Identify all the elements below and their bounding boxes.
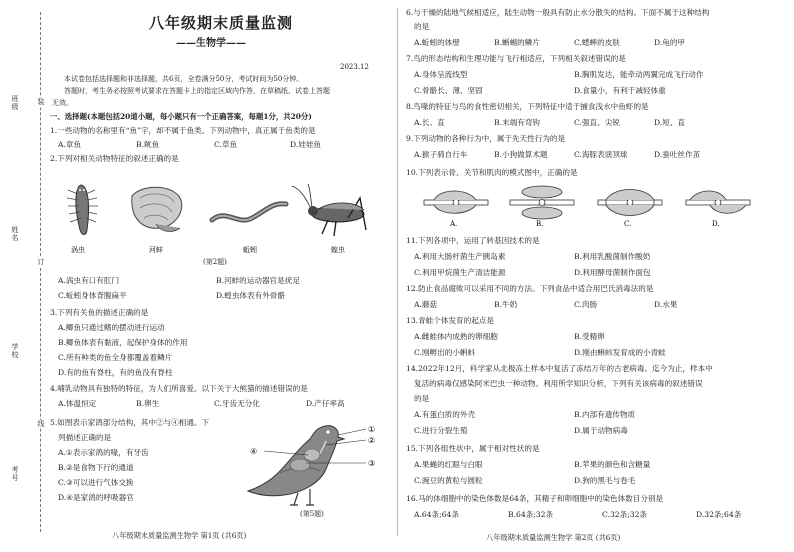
q6-option-d[interactable]: D.龟的甲 — [654, 38, 686, 47]
q9-option-c[interactable]: C.海豚表演顶球 — [574, 150, 628, 159]
q10-muscle-diagrams — [410, 182, 790, 230]
q3-option-d[interactable]: D.有的鱼有脊柱，有的鱼没有脊柱 — [58, 368, 173, 377]
q4-stem: 4.哺乳动物具有独特的特征，为人们所喜爱。以下关于大熊猫的描述错误的是 — [50, 384, 308, 393]
q9-option-d[interactable]: D.蚕吐丝作茧 — [654, 150, 701, 159]
q1-option-a[interactable]: A.章鱼 — [58, 140, 82, 149]
diagram-label-a: A. — [450, 220, 458, 228]
q4-option-a[interactable]: A.体温恒定 — [58, 399, 97, 408]
binding-line — [40, 12, 41, 532]
instructions-line-2: 答题时，考生务必按照考试要求在答题卡上的指定区域内作答，在草稿纸、试卷上答题 — [64, 87, 330, 95]
clam-illustration — [132, 187, 182, 231]
q16-option-c[interactable]: C.32条;32条 — [602, 510, 648, 519]
q12-option-c[interactable]: C.肉肠 — [574, 300, 598, 309]
q11-stem: 11.下列各项中，运用了转基因技术的是 — [406, 236, 540, 245]
q5-option-a[interactable]: A.①表示家鸽的喙，有牙齿 — [58, 448, 149, 457]
right-page-footer: 八年级期末质量监测生物学 第2页 (共6页) — [486, 533, 621, 542]
q2-option-c[interactable]: C.蚯蚓身体背腹扁平 — [58, 291, 127, 300]
q4-option-c[interactable]: C.牙齿无分化 — [214, 399, 260, 408]
q8-stem: 8.鸟喙的特征与鸟的食性密切相关，下列特征中适于捕食浅水中鱼虾的是 — [406, 102, 649, 111]
q2-option-a[interactable]: A.涡虫有口有肛门 — [58, 276, 120, 285]
q9-option-a[interactable]: A.猴子骑自行车 — [414, 150, 468, 159]
instructions-line-3: 无效。 — [52, 99, 73, 107]
q3-stem: 3.下列有关鱼的描述正确的是 — [50, 308, 149, 317]
q6-option-c[interactable]: C.蟋蟀的皮肤 — [574, 38, 620, 47]
exam-title: 八年级期末质量监测 — [149, 14, 294, 32]
q1-option-d[interactable]: D.娃娃鱼 — [290, 140, 322, 149]
q14-option-d[interactable]: D.属于动物病毒 — [574, 426, 628, 435]
q11-option-c[interactable]: C.利用甲烷菌生产清洁能源 — [414, 268, 506, 277]
q14-stem-line-1: 14.2022年12月，科学家从北极冻土样本中复活了冻结万年的古老病毒。迄今为止，样本中 — [406, 364, 713, 373]
q7-option-d[interactable]: D.食量小，有利于减轻体重 — [574, 86, 666, 95]
q6-option-b[interactable]: B.蜥蜴的鳞片 — [494, 38, 540, 47]
q8-option-c[interactable]: C.强直、尖锐 — [574, 118, 620, 127]
q16-option-b[interactable]: B.64条;32条 — [508, 510, 554, 519]
q14-option-b[interactable]: B.内部有遗传物质 — [574, 410, 636, 419]
diagram-label-d: D. — [712, 220, 720, 228]
q14-stem-line-3: 的是 — [414, 394, 430, 403]
grasshopper-illustration — [292, 184, 366, 236]
q1-stem: 1.一些动物的名称里有“鱼”字，却不属于鱼类。下列动物中，真正属于鱼类的是 — [50, 126, 316, 135]
q12-option-b[interactable]: B.牛奶 — [494, 300, 518, 309]
q15-option-a[interactable]: A.果蝇的红眼与白眼 — [414, 460, 483, 469]
q6-stem-line-1: 6.与干燥的陆地气候相适应，陆生动物一般具有防止水分散失的结构。下面不属于这种结构 — [406, 8, 710, 17]
q2-stem: 2.下列对相关动物特征的叙述正确的是 — [50, 154, 179, 163]
q5-stem-line-2: 列描述正确的是 — [58, 433, 112, 442]
q3-option-c[interactable]: C.所有种类的鱼全身都覆盖着鳞片 — [58, 353, 173, 362]
q12-option-d[interactable]: D.水果 — [654, 300, 678, 309]
q5-option-c[interactable]: C.③可以进行气体交换 — [58, 478, 134, 487]
binding-label-xian: 线 — [37, 420, 45, 428]
marker-2: ② — [368, 436, 376, 445]
q12-option-a[interactable]: A.蘑菇 — [414, 300, 438, 309]
q5-option-b[interactable]: B.②是食物下行的通道 — [58, 463, 134, 472]
q16-option-a[interactable]: A.64条;64条 — [414, 510, 459, 519]
q10-stem: 10.下列表示骨、关节和肌肉的模式图中，正确的是 — [406, 168, 578, 177]
binding-label-zhuang: 装 — [37, 98, 45, 106]
q15-stem: 15.下列各组性状中，属于相对性状的是 — [406, 444, 540, 453]
exam-subtitle: ——生物学—— — [176, 38, 246, 49]
q8-option-b[interactable]: B.末端有弯钩 — [494, 118, 540, 127]
q3-option-a[interactable]: A.鲫鱼只通过鳍的摆动进行运动 — [58, 323, 165, 332]
earthworm-illustration — [212, 204, 286, 220]
q1-option-b[interactable]: B.鱿鱼 — [136, 140, 160, 149]
planarian-illustration — [67, 185, 98, 235]
q13-option-c[interactable]: C.刚孵出的小蝌蚪 — [414, 348, 476, 357]
q11-option-a[interactable]: A.利用大肠杆菌生产胰岛素 — [414, 252, 506, 261]
exam-date: 2023.12 — [340, 63, 369, 71]
section-heading: 一、选择题(本题包括20道小题，每小题只有一个正确答案，每题1分，共20分) — [50, 112, 312, 121]
diagram-b[interactable] — [510, 186, 574, 228]
q4-option-b[interactable]: B.卵生 — [136, 399, 160, 408]
q7-option-c[interactable]: C.骨骼长、薄、坚固 — [414, 86, 483, 95]
q2-caption: (第2题) — [203, 258, 227, 266]
q2-option-b[interactable]: B.河蚌的运动器官是疣足 — [216, 276, 300, 285]
q13-stem: 13.青蛙个体发育的起点是 — [406, 316, 495, 325]
q15-option-d[interactable]: D.狗的黑毛与卷毛 — [574, 476, 636, 485]
q13-option-b[interactable]: B.受精卵 — [574, 332, 605, 341]
q5-pigeon-figure — [240, 415, 390, 510]
q15-option-b[interactable]: B.苹果的颜色和含糖量 — [574, 460, 651, 469]
label-clam: 河蚌 — [149, 246, 163, 254]
binding-label-class: 班级 — [11, 95, 19, 111]
q13-option-d[interactable]: D.刚由蝌蚪发育成的小青蛙 — [574, 348, 666, 357]
q11-option-d[interactable]: D.利用酵母菌制作面包 — [574, 268, 651, 277]
q9-stem: 9.下列动物的各种行为中，属于先天性行为的是 — [406, 134, 566, 143]
q9-option-b[interactable]: B.小狗做算术题 — [494, 150, 548, 159]
left-page-footer: 八年级期末质量监测生物学 第1页 (共6页) — [112, 531, 247, 540]
marker-4: ④ — [250, 447, 258, 456]
q2-animals-figure — [60, 178, 380, 258]
instructions-line-1: 本试卷包括选择题和非选择题，共6页，全卷满分50分，考试时间为50分钟。 — [64, 75, 304, 83]
q5-caption: (第5题) — [300, 510, 324, 518]
q5-stem-line-1: 5.如图表示家鸽部分结构，其中②与④相通。下 — [50, 418, 210, 427]
q3-option-b[interactable]: B.鲫鱼体表有黏液，起保护身体的作用 — [58, 338, 188, 347]
q8-option-a[interactable]: A.长、直 — [414, 118, 445, 127]
q16-stem: 16.马的体细胞中的染色体数是64条，其精子和卵细胞中的染色体数目分别是 — [406, 494, 664, 503]
q16-option-d[interactable]: D.32条;64条 — [696, 510, 742, 519]
q14-option-c[interactable]: C.进行分裂生殖 — [414, 426, 468, 435]
q14-option-a[interactable]: A.有蛋白质的外壳 — [414, 410, 476, 419]
q7-option-b[interactable]: B.胸肌发达，能牵动两翼完成飞行动作 — [574, 70, 704, 79]
diagram-c[interactable] — [598, 190, 662, 229]
marker-1: ① — [368, 425, 376, 434]
label-grasshopper: 蝗虫 — [331, 246, 345, 254]
q15-option-c[interactable]: C.豌豆的黄粒与圆粒 — [414, 476, 483, 485]
pigeon-illustration — [248, 426, 344, 505]
page-divider — [397, 8, 398, 536]
marker-3: ③ — [368, 459, 376, 468]
q7-stem: 7.鸟的形态结构和生理功能与飞行相适应，下列相关叙述错误的是 — [406, 54, 626, 63]
label-planarian: 涡虫 — [71, 246, 85, 254]
diagram-a[interactable] — [424, 191, 488, 228]
diagram-d[interactable] — [686, 191, 750, 228]
q1-option-c[interactable]: C.草鱼 — [214, 140, 238, 149]
q14-stem-line-2: 复活的病毒仅感染阿米巴虫一种动物。利用所学知识分析，下列有关该病毒的叙述错误 — [414, 379, 703, 388]
binding-label-ding: 订 — [37, 258, 45, 266]
label-earthworm: 蚯蚓 — [243, 246, 257, 254]
q6-option-a[interactable]: A.蚯蚓的体壁 — [414, 38, 460, 47]
diagram-label-b: B. — [536, 220, 544, 228]
q4-option-d[interactable]: D.产仔率高 — [306, 399, 345, 408]
binding-label-school: 学校 — [11, 343, 19, 359]
q2-option-d[interactable]: D.蝗虫体表有外骨骼 — [216, 291, 285, 300]
q7-option-a[interactable]: A.身体呈流线型 — [414, 70, 468, 79]
q8-option-d[interactable]: D.短、直 — [654, 118, 686, 127]
q11-option-b[interactable]: B.利用乳酸菌制作酸奶 — [574, 252, 651, 261]
diagram-label-c: C. — [624, 220, 632, 228]
q5-option-d[interactable]: D.④是家鸽的呼吸器官 — [58, 493, 134, 502]
q12-stem: 12.防止食品腐败可以采用不同的方法。下列食品中适合用巴氏消毒法的是 — [406, 284, 654, 293]
binding-label-id: 考号 — [11, 466, 19, 482]
binding-label-name: 姓名 — [11, 226, 19, 242]
q13-option-a[interactable]: A.雌蛙体内成熟的卵细胞 — [414, 332, 498, 341]
q6-stem-line-2: 的是 — [414, 22, 430, 31]
